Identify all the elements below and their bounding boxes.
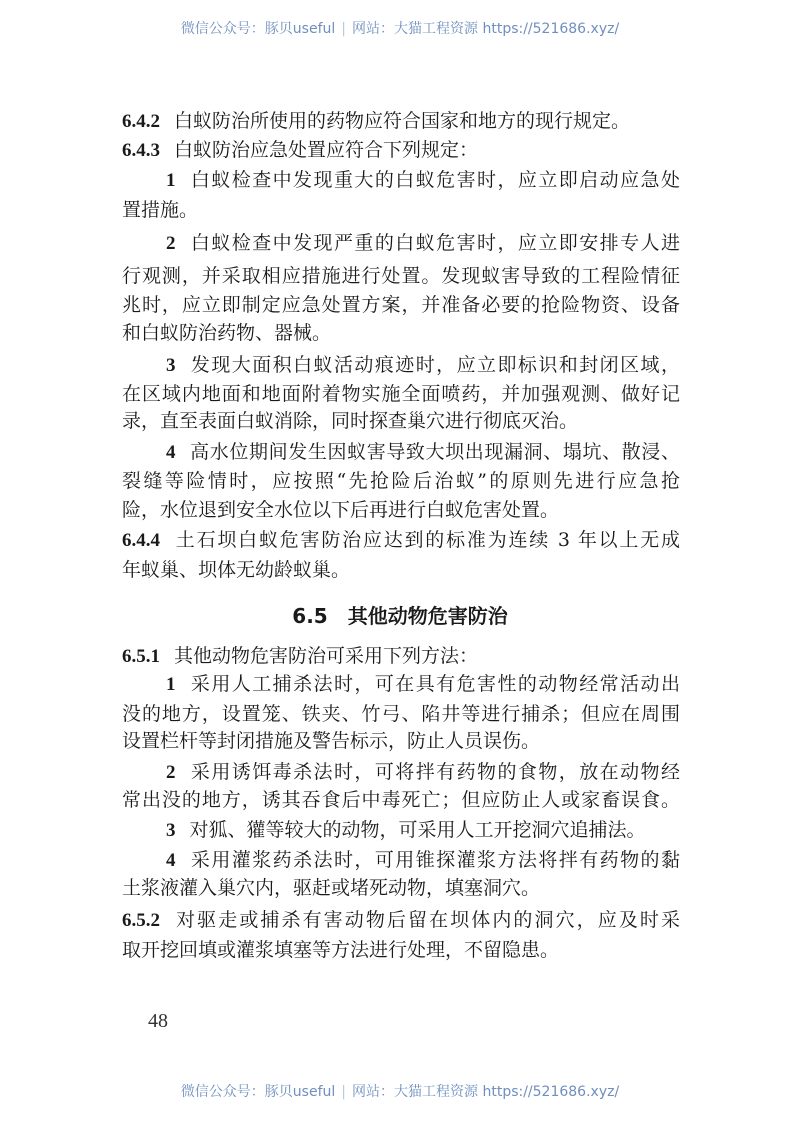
text-line (122, 263, 680, 289)
line-text: 采用诱饵毒杀法时，可将拌有药物的食物，放在动物经 (189, 761, 680, 783)
text-line (122, 527, 680, 554)
line-text: 发现大面积白蚁活动痕迹时，应立即标识和封闭区域， (189, 354, 680, 376)
text-line (166, 352, 680, 379)
watermark-site: 网站：大猫工程资源 https://521686.xyz/ (352, 21, 620, 37)
clause-number: 6.4.4 (122, 530, 160, 551)
watermark-wechat: 微信公众号：豚贝useful (180, 1084, 336, 1100)
line-text: 取开挖回填或灌浆填塞等方法进行处理，不留隐患。 (122, 939, 560, 961)
line-text: 年蚁巢、坝体无幼龄蚁巢。 (122, 559, 351, 581)
clause-number: 4 (166, 442, 176, 463)
line-text: 常出没的地方，诱其吞食后中毒死亡；但应防止人或家畜误食。 (122, 789, 680, 811)
line-text: 险，水位退到安全水位以下后再进行白蚁危害处置。 (122, 499, 560, 521)
text-line (122, 787, 680, 813)
text-line (122, 937, 680, 963)
line-text: 白蚁检查中发现重大的白蚁危害时，应立即启动应急处 (189, 169, 680, 191)
text-line (122, 907, 680, 934)
clause-number: 4 (166, 850, 176, 871)
line-text: 高水位期间发生因蚁害导致大坝出现漏洞、塌坑、散浸、 (189, 441, 680, 463)
line-text: 裂缝等险情时，应按照“先抢险后治蚁”的原则先进行应急抢 (122, 470, 680, 492)
text-line (122, 197, 680, 223)
text-line (166, 817, 680, 844)
text-line (166, 671, 680, 698)
line-text: 对狐、獾等较大的动物，可采用人工开挖洞穴追捕法。 (189, 819, 646, 841)
clause-number: 1 (166, 674, 176, 695)
text-line (122, 557, 680, 583)
text-line (122, 643, 680, 670)
line-text: 土浆液灌入巢穴内，驱赶或堵死动物，填塞洞穴。 (122, 877, 541, 899)
text-line (122, 108, 680, 135)
text-line (122, 875, 680, 901)
line-text: 其他动物危害防治可采用下列方法： (174, 645, 479, 667)
watermark-separator: | (341, 21, 347, 37)
clause-number: 1 (166, 170, 176, 191)
text-line (122, 701, 680, 727)
line-text: 白蚁防治应急处置应符合下列规定： (174, 139, 479, 161)
line-text: 土石坝白蚁危害防治应达到的标准为连续 3 年以上无成 (174, 529, 680, 551)
clause-number: 2 (166, 233, 176, 254)
line-text: 采用人工捕杀法时，可在具有危害性的动物经常活动出 (189, 673, 680, 695)
line-text: 设置栏杆等封闭措施及警告标示，防止人员误伤。 (122, 730, 541, 752)
heading-title: 其他动物危害防治 (347, 604, 508, 628)
text-line (122, 468, 680, 494)
section-heading (0, 600, 800, 629)
line-text: 在区域内地面和地面附着物实施全面喷药，并加强观测、做好记 (122, 383, 680, 405)
watermark-separator: | (341, 1084, 347, 1100)
line-text: 和白蚁防治药物、器械。 (122, 322, 332, 344)
line-text: 白蚁检查中发现严重的白蚁危害时，应立即安排专人进 (189, 232, 680, 254)
text-line (166, 847, 680, 874)
line-text: 采用灌浆药杀法时，可用锥探灌浆方法将拌有药物的黏 (189, 849, 680, 871)
clause-number: 6.5.1 (122, 646, 160, 667)
watermark-footer (0, 1081, 800, 1101)
page-number: 48 (148, 1010, 168, 1032)
text-line (122, 381, 680, 407)
clause-number: 3 (166, 355, 176, 376)
text-line (166, 167, 680, 194)
text-line (122, 292, 680, 318)
heading-number: 6.5 (292, 604, 328, 628)
text-line (122, 728, 680, 754)
text-line (122, 137, 680, 164)
text-line (166, 439, 680, 466)
line-text: 兆时，应立即制定应急处置方案，并准备必要的抢险物资、设备 (122, 294, 680, 316)
text-line (166, 230, 680, 257)
line-text: 置措施。 (122, 199, 199, 221)
text-line (122, 497, 680, 523)
line-text: 录，直至表面白蚁消除，同时探查巢穴进行彻底灭治。 (122, 410, 579, 432)
clause-number: 2 (166, 762, 176, 783)
watermark-site: 网站：大猫工程资源 https://521686.xyz/ (352, 1084, 620, 1100)
clause-number: 6.4.2 (122, 111, 160, 132)
clause-number: 6.4.3 (122, 140, 160, 161)
line-text: 没的地方，设置笼、铁夹、竹弓、陷井等进行捕杀；但应在周围 (122, 703, 680, 725)
text-line (166, 759, 680, 786)
text-line (122, 320, 680, 346)
watermark-header (0, 18, 800, 38)
clause-number: 6.5.2 (122, 910, 160, 931)
line-text: 白蚁防治所使用的药物应符合国家和地方的现行规定。 (174, 110, 631, 132)
line-text: 行观测，并采取相应措施进行处置。发现蚁害导致的工程险情征 (122, 265, 680, 287)
line-text: 对驱走或捕杀有害动物后留在坝体内的洞穴，应及时采 (174, 909, 680, 931)
watermark-wechat: 微信公众号：豚贝useful (180, 21, 336, 37)
text-line (122, 408, 680, 434)
clause-number: 3 (166, 820, 176, 841)
